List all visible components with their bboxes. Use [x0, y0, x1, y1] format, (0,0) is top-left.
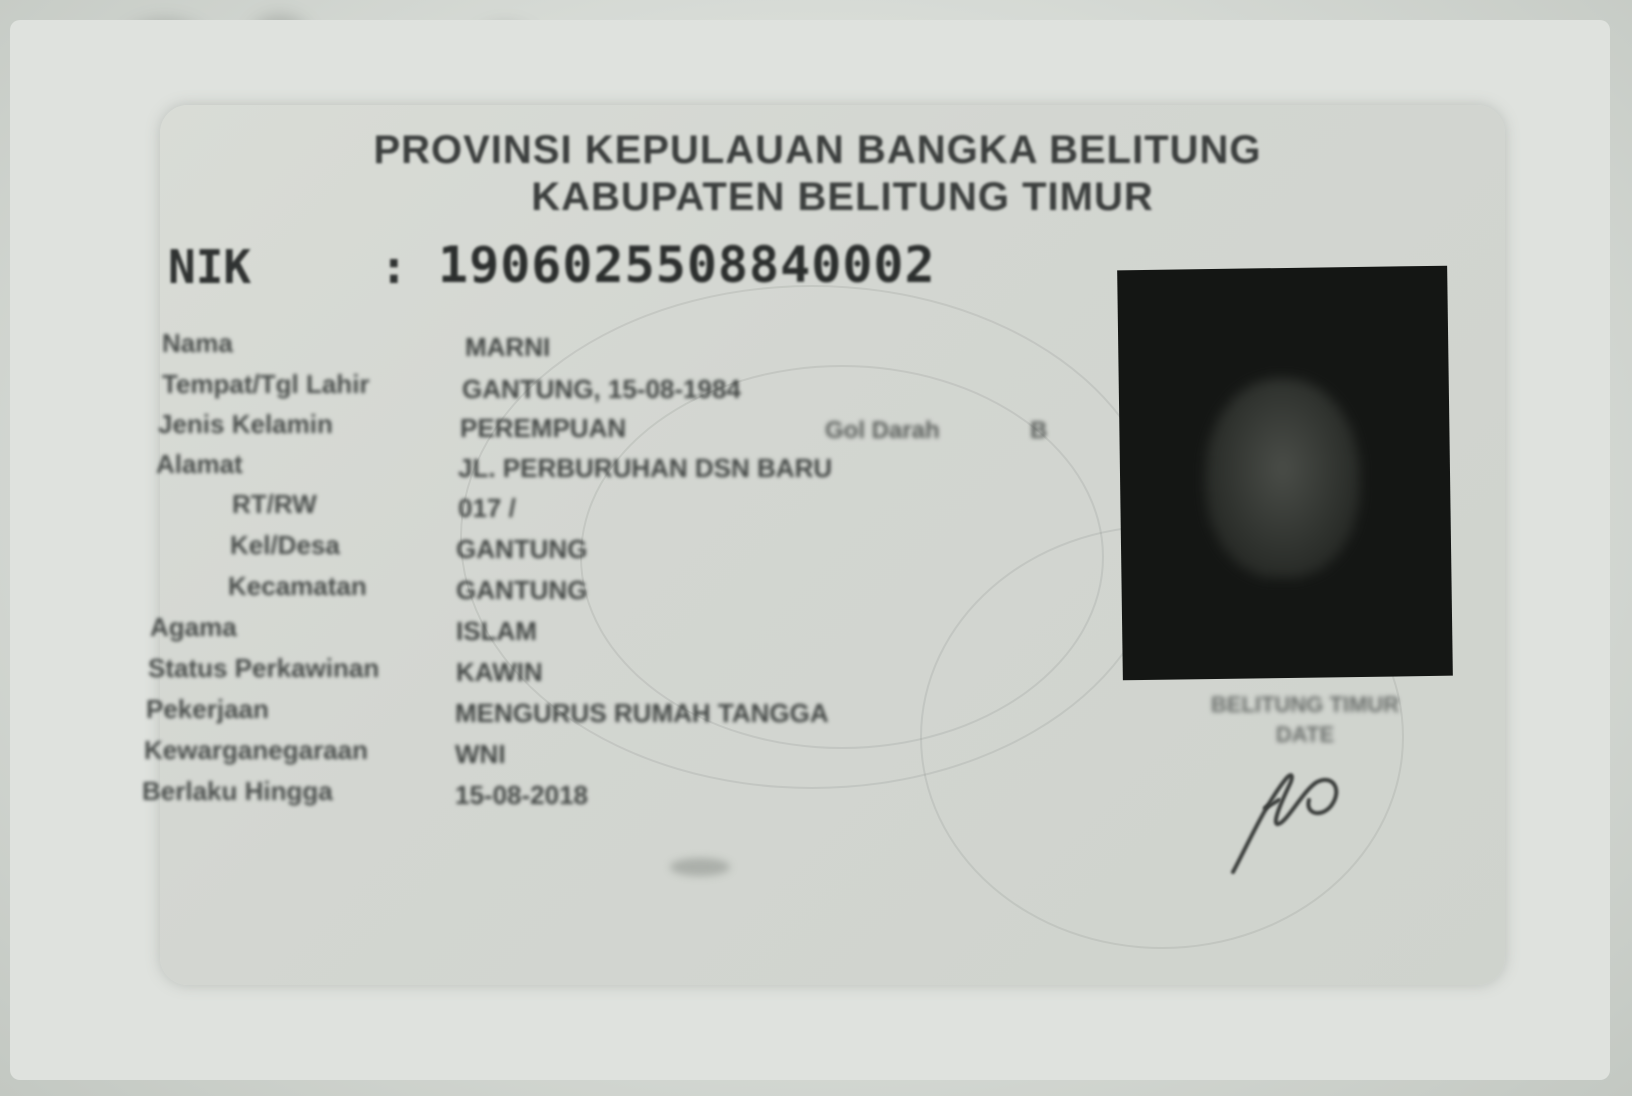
field-value-jenis-kelamin: PEREMPUAN: [460, 413, 627, 443]
field-label-rt-rw: RT/RW: [232, 489, 317, 519]
field-label-nama: Nama: [162, 328, 233, 358]
field-label-agama: Agama: [150, 612, 237, 642]
signature-stroke: [1233, 775, 1336, 872]
issue-date: DATE: [1275, 722, 1335, 747]
field-value-nama: MARNI: [465, 332, 551, 362]
field-label-kel-desa: Kel/Desa: [230, 530, 340, 560]
blood-type-label: Gol Darah: [825, 417, 940, 444]
issue-block: [1165, 690, 1445, 750]
field-value-kecamatan: GANTUNG: [456, 575, 588, 605]
field-value-alamat: JL. PERBURUHAN DSN BARU: [458, 453, 833, 483]
card-header: [160, 128, 1505, 220]
field-label-status-perkawinan: Status Perkawinan: [148, 653, 380, 683]
field-label-pekerjaan: Pekerjaan: [146, 694, 269, 724]
smudge: [670, 858, 730, 876]
field-label-jenis-kelamin: Jenis Kelamin: [158, 409, 333, 439]
field-value-agama: ISLAM: [456, 616, 537, 646]
field-value-kewarganegaraan: WNI: [455, 739, 506, 769]
holder-signature: [1225, 760, 1405, 880]
field-label-alamat: Alamat: [156, 449, 243, 479]
nik-value: 1906025508840002: [438, 236, 936, 294]
field-value-kel-desa: GANTUNG: [456, 534, 588, 564]
regency-title: KABUPATEN BELITUNG TIMUR: [531, 175, 1154, 219]
field-value-pekerjaan: MENGURUS RUMAH TANGGA: [455, 698, 829, 728]
face-portrait: [1204, 377, 1362, 579]
province-title: PROVINSI KEPULAUAN BANGKA BELITUNG: [373, 128, 1262, 172]
field-label-berlaku-hingga: Berlaku Hingga: [142, 776, 333, 806]
holder-photo: [1117, 266, 1453, 681]
field-label-kewarganegaraan: Kewarganegaraan: [144, 735, 368, 765]
field-value-berlaku-hingga: 15-08-2018: [455, 780, 588, 810]
field-value-rt-rw: 017 /: [458, 493, 516, 523]
issue-place: BELITUNG TIMUR: [1210, 692, 1400, 717]
field-value-tempat-lahir: GANTUNG, 15-08-1984: [462, 374, 741, 404]
blood-type-value: B: [1030, 417, 1048, 444]
nik-separator: :: [380, 240, 408, 294]
field-label-kecamatan: Kecamatan: [228, 571, 367, 601]
field-label-tempat-lahir: Tempat/Tgl Lahir: [162, 369, 370, 399]
nik-label: NIK: [168, 240, 252, 294]
field-value-status-perkawinan: KAWIN: [456, 657, 543, 687]
